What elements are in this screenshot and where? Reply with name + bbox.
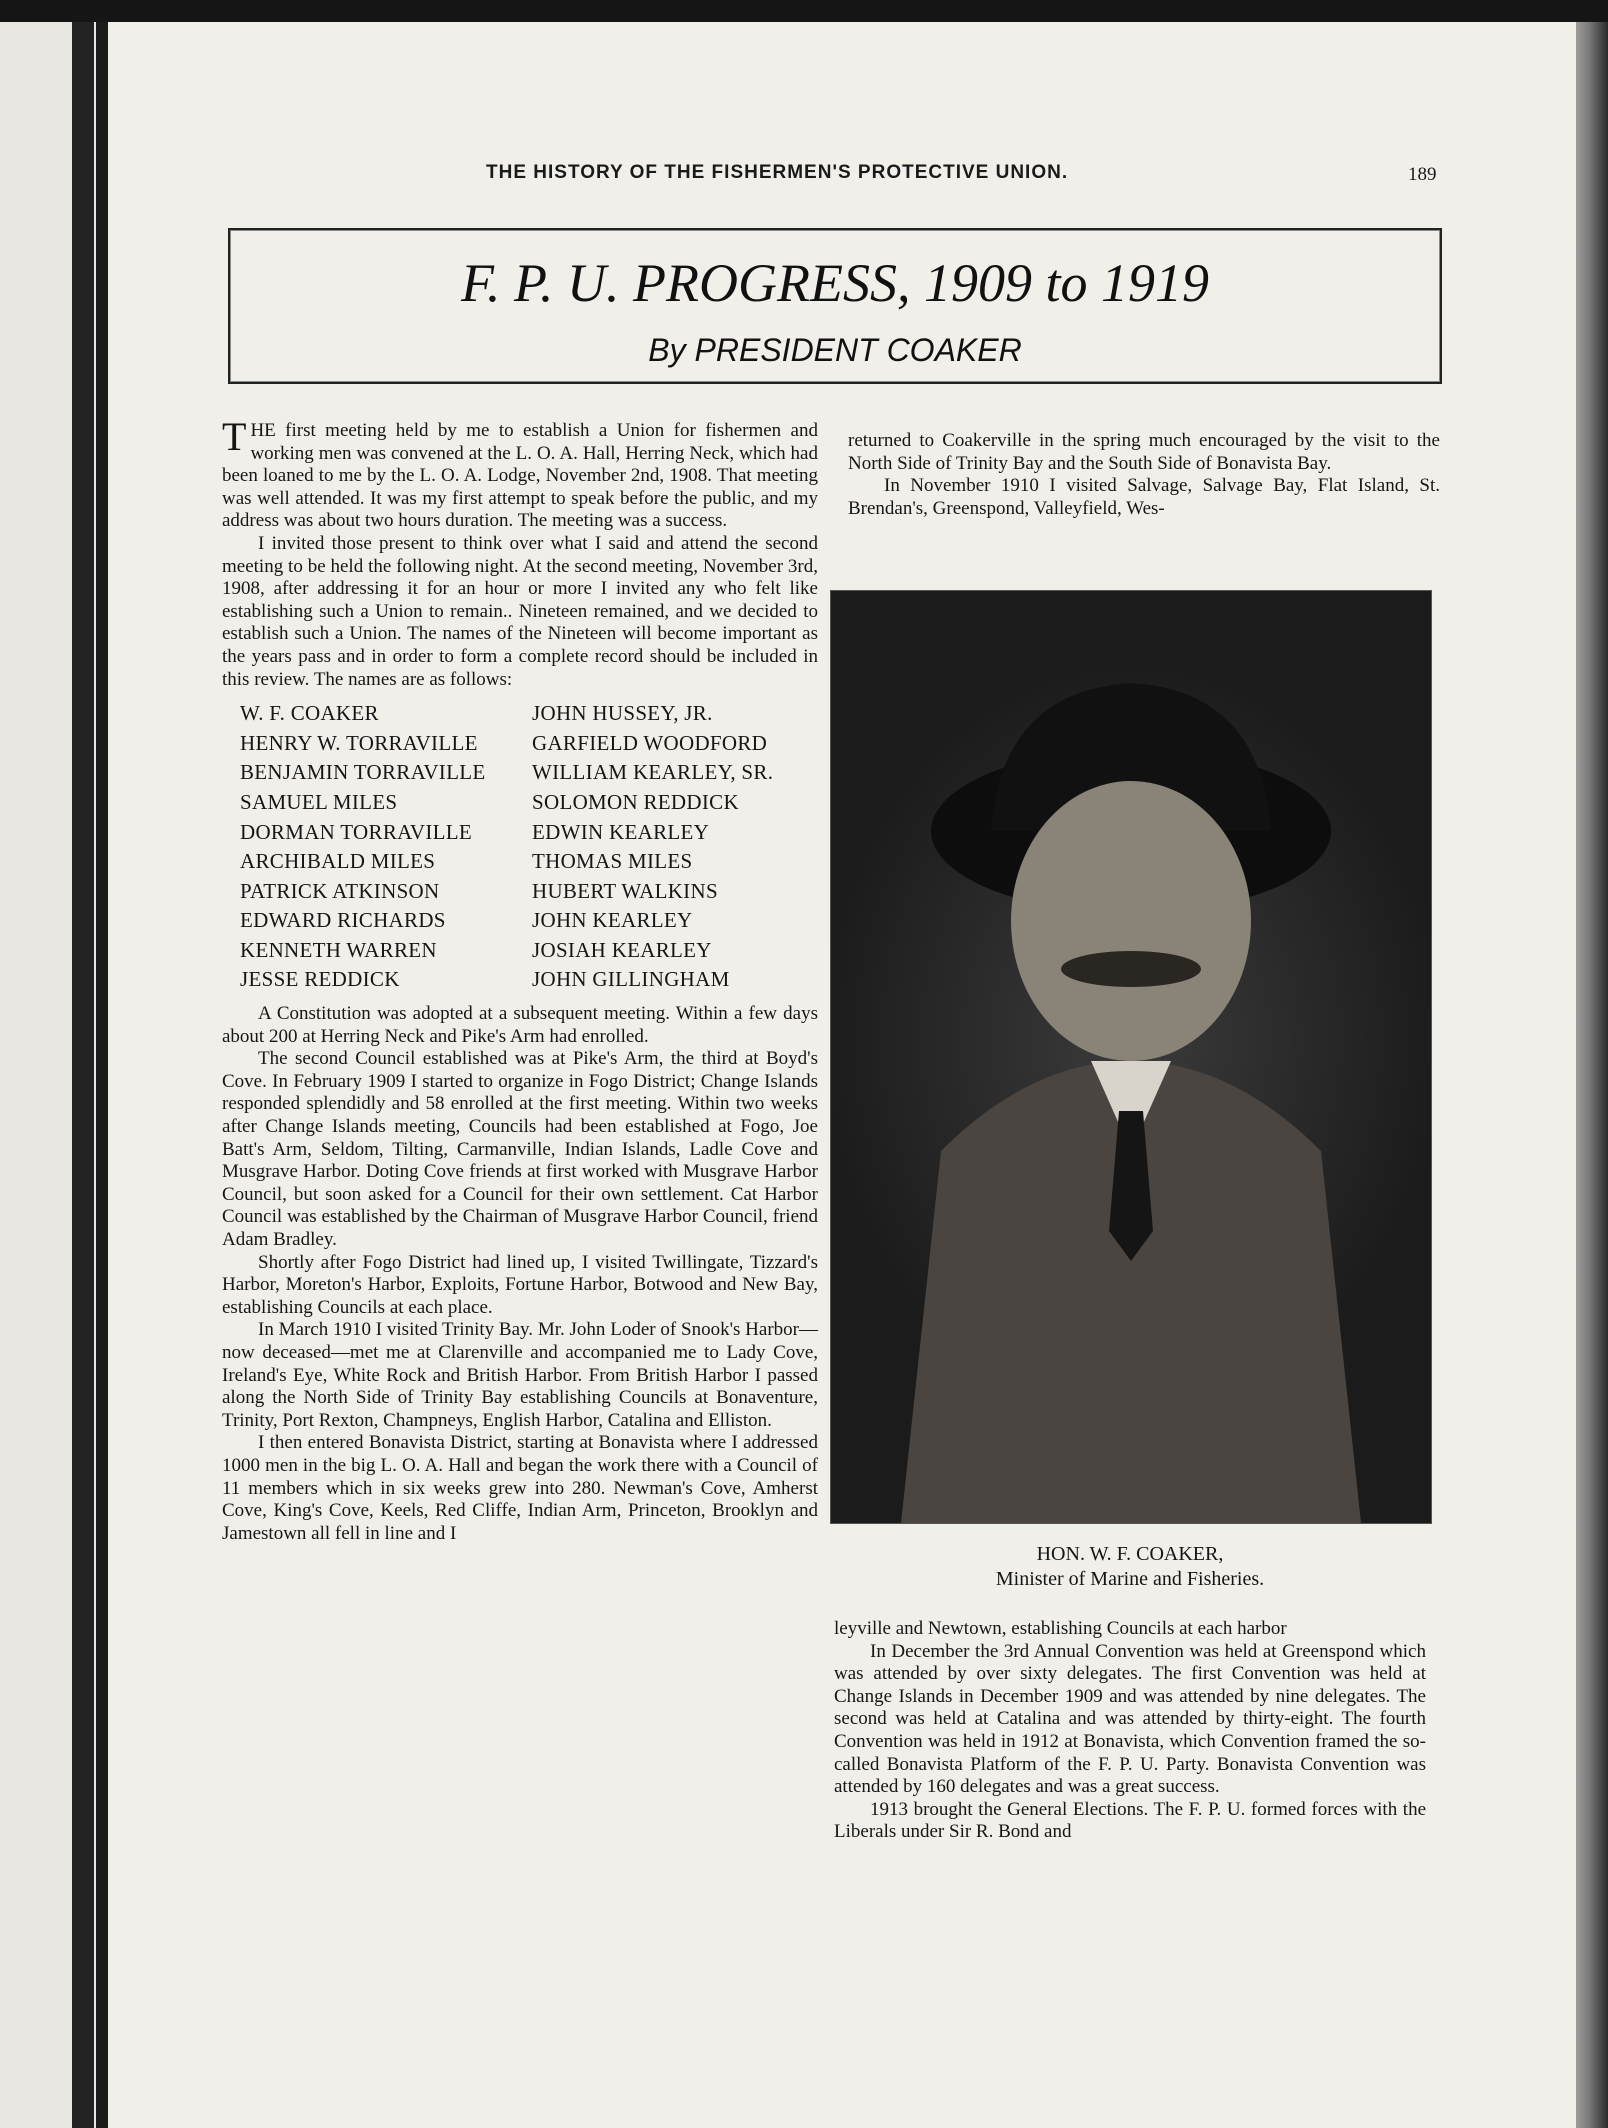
- paragraph: In November 1910 I visited Salvage, Salvage Bay, Flat Island, St. Brendan's, Greenspond, Valleyfield, Wes-: [848, 475, 1440, 519]
- founder-name: HUBERT WALKINS: [532, 878, 718, 903]
- running-head: THE HISTORY OF THE FISHERMEN'S PROTECTIVE UNION.: [486, 162, 1069, 183]
- founder-name: KENNETH WARREN: [240, 937, 437, 962]
- title-box: [228, 228, 1442, 384]
- founder-name: SAMUEL MILES: [240, 789, 398, 814]
- paragraph: In December the 3rd Annual Convention was held at Greenspond which was attended by over sixty delegates. The first Convention was held at Change Islands in December 1909 and was attended by nine delegates. The second was held at Catalina and was attended by thirty-eight. The fourth Convention was held in 1912 at Bonavista, which Convention framed the so-called Bonavista Platform of the F. P. U. Party. Bonavista Convention was attended by 160 delegates and was a great success.: [834, 1640, 1426, 1798]
- drop-cap: T: [222, 414, 247, 459]
- paragraph: Shortly after Fogo District had lined up, I visited Twillingate, Tizzard's Harbor, Moreton's Harbor, Exploits, Fortune Harbor, Botwood and New Bay, establishing Councils at each place.: [222, 1251, 818, 1318]
- gutter-shadow: [72, 22, 94, 2128]
- founder-name: BENJAMIN TORRAVILLE: [240, 760, 486, 785]
- face: [1011, 781, 1251, 1061]
- founder-name: WILLIAM KEARLEY, SR.: [532, 760, 774, 785]
- paragraph: In March 1910 I visited Trinity Bay. Mr. John Loder of Snook's Harbor—now deceased—met me at Clarenville and accompanied me to Lady Cove, Ireland's Eye, White Rock and British Harbor. From British Harbor I passed along the North Side of Trinity Bay establishing Councils at Bonaventure, Trinity, Port Rexton, Champneys, English Harbor, Catalina and Elliston.: [222, 1319, 818, 1431]
- founder-name: DORMAN TORRAVILLE: [240, 819, 473, 844]
- paragraph: [222, 414, 818, 533]
- caption-title: Minister of Marine and Fisheries.: [995, 1568, 1265, 1590]
- founder-name: EDWIN KEARLEY: [532, 819, 710, 844]
- founder-name: PATRICK ATKINSON: [240, 878, 440, 903]
- founder-name: THOMAS MILES: [532, 849, 693, 874]
- founder-name: ARCHIBALD MILES: [240, 849, 436, 874]
- right-column-top: [848, 430, 1440, 520]
- page-number: 189: [1408, 164, 1437, 185]
- portrait-illustration: [831, 591, 1431, 1523]
- founders-list: [240, 699, 818, 995]
- caption-name: HON. W. F. COAKER,: [1036, 1543, 1224, 1565]
- founder-name: JESSE REDDICK: [240, 967, 400, 992]
- article-title: F. P. U. PROGRESS, 1909 to 1919: [461, 253, 1209, 313]
- founder-name: EDWARD RICHARDS: [240, 908, 446, 933]
- founder-name: HENRY W. TORRAVILLE: [240, 730, 478, 755]
- paragraph: 1913 brought the General Elections. The F. P. U. formed forces with the Liberals under Sir R. Bond and: [834, 1798, 1426, 1843]
- paragraph-text: HE first meeting held by me to establish a Union for fishermen and working men was convened at the L. O. A. Hall, Herring Neck, which had been loaned to me by the L. O. A. Lodge, November 2nd, 1908. That meeting was well attended. It was my first attempt to speak before the public, and my address was about two hours duration. The meeting was a success.: [222, 420, 818, 532]
- founder-name: JOSIAH KEARLEY: [532, 937, 712, 962]
- article-byline: By PRESIDENT COAKER: [648, 332, 1022, 368]
- paragraph: leyville and Newtown, establishing Councils at each harbor: [834, 1618, 1287, 1639]
- founder-name: JOHN GILLINGHAM: [532, 967, 730, 992]
- right-column-bottom: [834, 1618, 1426, 1844]
- portrait-photo: [830, 590, 1432, 1524]
- photo-caption: [830, 1542, 1430, 1592]
- facing-page-edge: [0, 22, 96, 2128]
- founder-name: W. F. COAKER: [240, 701, 379, 726]
- moustache: [1061, 951, 1201, 987]
- paragraph: I invited those present to think over what I said and attend the second meeting to be held the following night. At the second meeting, November 3rd, 1908, after addressing it for an hour or more I invited any who felt like establishing such a Union to remain.. Nineteen remained, and we decided to establish such a Union. The names of the Nineteen will become important as the years pass and in order to form a complete record should be included in this review. The names are as follows:: [222, 532, 818, 690]
- founder-name: SOLOMON REDDICK: [532, 789, 739, 814]
- founder-name: JOHN HUSSEY, JR.: [532, 701, 713, 726]
- paragraph: returned to Coakerville in the spring much encouraged by the visit to the North Side of Trinity Bay and the South Side of Bonavista Bay.: [848, 430, 1440, 474]
- left-column: [222, 414, 818, 1545]
- scan-top-strip: [0, 0, 1608, 22]
- founder-name: GARFIELD WOODFORD: [532, 730, 768, 755]
- paragraph: The second Council established was at Pike's Arm, the third at Boyd's Cove. In February 1909 I started to organize in Fogo District; Change Islands responded splendidly and 58 enrolled at the first meeting. Within two weeks after Change Islands meeting, Councils had been established at Fogo, Joe Batt's Arm, Seldom, Tilting, Carmanville, Indian Islands, Ladle Cove and Musgrave Harbor. Doting Cove friends at first worked with Musgrave Harbor Council, but soon asked for a Council for their own settlement. Cat Harbor Council was established by the Chairman of Musgrave Harbor Council, friend Adam Bradley.: [222, 1048, 818, 1250]
- paragraph: I then entered Bonavista District, starting at Bonavista where I addressed 1000 men in the big L. O. A. Hall and began the work there with a Council of 11 members which in six weeks grew into 280. Newman's Cove, Amherst Cove, King's Cove, Keels, Red Cliffe, Indian Arm, Princeton, Brooklyn and Jamestown all fell in line and I: [222, 1432, 818, 1544]
- founder-name: JOHN KEARLEY: [532, 908, 693, 933]
- paragraph: A Constitution was adopted at a subsequent meeting. Within a few days about 200 at Herring Neck and Pike's Arm had enrolled.: [222, 1003, 818, 1047]
